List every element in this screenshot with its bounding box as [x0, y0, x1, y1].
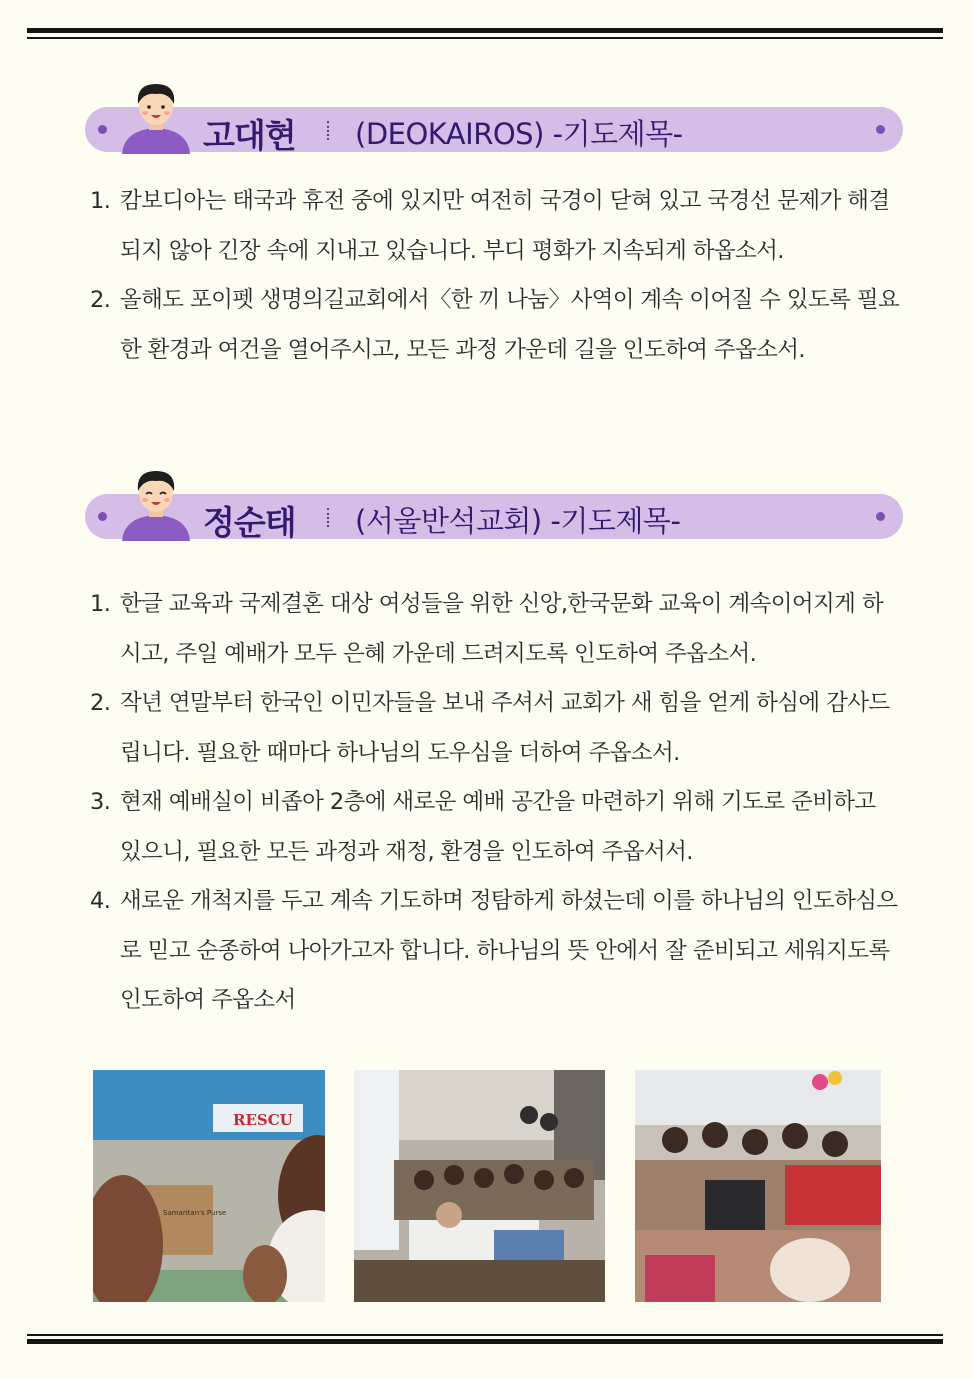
person-avatar-icon — [118, 465, 194, 541]
bullet-dot — [98, 512, 107, 521]
list-item: 4. 새로운 개척지를 두고 계속 기도하며 정탐하게 하셨는데 이를 하나님의 인도하심으로 믿고 순종하여 나아가고자 합니다. 하나님의 뜻 안에서 잘 준비되고 세워지도록 인도하여 주옵소서 — [90, 888, 898, 1013]
ministry-photo-3 — [635, 1070, 881, 1302]
bottom-divider — [27, 1334, 943, 1348]
bullet-dot — [876, 125, 885, 134]
list-item: 1. 한글 교육과 국제결혼 대상 여성들을 위한 신앙,한국문화 교육이 계속이어지게 하시고, 주일 예배가 모두 은혜 가운데 드려지도록 인도하여 주옵소서. — [90, 591, 883, 667]
list-item: 2. 작년 연말부터 한국인 이민자들을 보내 주셔서 교회가 새 힘을 얻게 하심에 감사드립니다. 필요한 때마다 하나님의 도우심을 더하여 주옵소서. — [90, 690, 890, 766]
list-item: 2. 올해도 포이펫 생명의길교회에서〈한 끼 나눔〉사역이 계속 이어질 수 있도록 필요한 환경과 여건을 열어주시고, 모든 과정 가운데 길을 인도하여 주옵소서. — [90, 287, 900, 363]
missionary-name: 정순태 — [203, 503, 296, 542]
section-header-2 — [85, 494, 903, 542]
top-divider — [27, 28, 943, 42]
ministry-photo-1 — [93, 1070, 325, 1302]
dotted-separator — [327, 121, 329, 140]
ministry-photo-2 — [354, 1070, 605, 1302]
list-item: 1. 캄보디아는 태국과 휴전 중에 있지만 여전히 국경이 닫혀 있고 국경선 문제가 해결되지 않아 긴장 속에 지내고 있습니다. 부디 평화가 지속되게 하옵소서. — [90, 188, 890, 264]
prayer-title: (DEOKAIROS) -기도제목- — [355, 117, 683, 151]
bullet-dot — [98, 125, 107, 134]
prayer-list-2 — [90, 580, 900, 1026]
dotted-separator — [327, 508, 329, 527]
bullet-dot — [876, 512, 885, 521]
person-avatar-icon — [118, 78, 194, 154]
section-header-1 — [85, 107, 903, 155]
missionary-name: 고대현 — [203, 116, 296, 155]
list-item: 3. 현재 예배실이 비좁아 2층에 새로운 예배 공간을 마련하기 위해 기도로 준비하고 있으니, 필요한 모든 과정과 재정, 환경을 인도하여 주옵서서. — [90, 789, 876, 865]
prayer-list-1 — [90, 177, 900, 375]
prayer-title: (서울반석교회) -기도제목- — [355, 504, 681, 538]
box-label: Samaritan's Purse — [163, 1209, 227, 1217]
banner-text: RESCU — [233, 1111, 293, 1129]
